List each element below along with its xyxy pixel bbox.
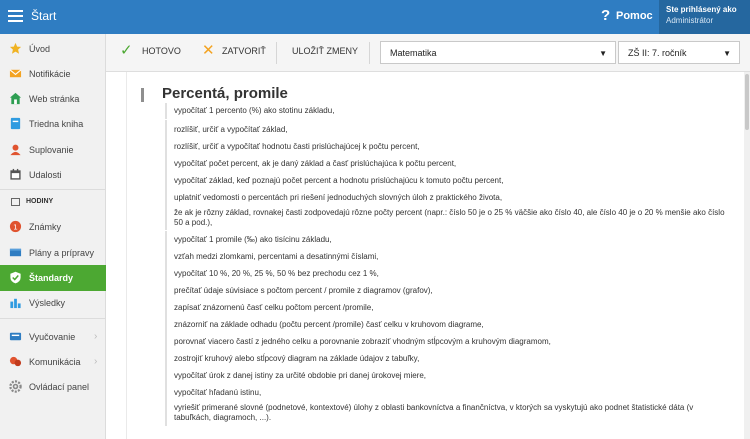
- sidebar-item-komunikacia[interactable]: [0, 349, 106, 375]
- grade-select[interactable]: [618, 41, 740, 64]
- sidebar-item-triedna-kniha[interactable]: [0, 111, 106, 137]
- user-status-label: Ste prihlásený ako: [666, 5, 737, 14]
- sidebar-item-label: Komunikácia: [29, 357, 81, 367]
- sidebar-item-label: Vyučovanie: [29, 332, 76, 342]
- sidebar-item-plany-a-pripravy[interactable]: [0, 240, 106, 266]
- envelope-icon: [9, 67, 22, 80]
- sidebar-item-znamky[interactable]: [0, 214, 106, 240]
- sidebar-item-ovladaci-panel[interactable]: [0, 374, 106, 400]
- menu-icon[interactable]: [8, 10, 23, 23]
- page-title: Percentá, promile: [162, 85, 288, 102]
- chat-icon: [9, 355, 22, 368]
- objective-item: vypočítať hľadanú istinu,: [165, 384, 725, 401]
- toolbar: [106, 34, 750, 72]
- user-info[interactable]: [659, 0, 750, 34]
- book-icon: [9, 117, 22, 130]
- sidebar-item-vyucovanie[interactable]: [0, 324, 106, 350]
- svg-text:1: 1: [13, 222, 18, 232]
- sidebar-item-label: Suplovanie: [29, 145, 74, 155]
- caret-down-icon: ▼: [723, 49, 731, 58]
- close-button-label: ZATVORIŤ: [222, 46, 266, 56]
- done-button-label: HOTOVO: [142, 46, 181, 56]
- substitute-icon: [9, 143, 22, 156]
- sidebar-item-label: Štandardy: [29, 273, 74, 283]
- sidebar-item-uvod[interactable]: [0, 36, 106, 62]
- objective-item: porovnať viacero častí z jedného celku a porovnanie zobraziť vhodným stĺpcovým a kruhovým diagramom,: [165, 333, 725, 350]
- objective-item: vypočítať úrok z danej istiny za určité obdobie pri danej úrokovej miere,: [165, 367, 725, 384]
- objective-item: zostrojiť kruhový alebo stĺpcový diagram na základe údajov z tabuľky,: [165, 350, 725, 367]
- top-bar: [0, 0, 750, 34]
- sidebar-section-title: HODINY: [26, 198, 54, 205]
- save-button[interactable]: ULOŽIŤ ZMENY: [292, 46, 359, 56]
- objective-item: vypočítať počet percent, ak je daný základ a časť prislúchajúca k počtu percent,: [165, 155, 725, 172]
- objective-item: rozlíšiť, určiť a vypočítať hodnotu časti prislúchajúcej k počtu percent,: [165, 138, 725, 155]
- sidebar-item-vysledky[interactable]: [0, 290, 106, 316]
- objective-item: vypočítať 1 promile (‰) ako tisícinu základu,: [165, 231, 725, 248]
- sidebar-item-label: Úvod: [29, 44, 51, 54]
- objective-item: zapísať znázornenú časť celku počtom percent /promile,: [165, 299, 725, 316]
- objective-item: vzťah medzi zlomkami, percentami a desatinnými číslami,: [165, 248, 725, 265]
- close-button[interactable]: [202, 42, 266, 59]
- sidebar-item-udalosti[interactable]: [0, 162, 106, 188]
- home-icon: [9, 92, 22, 105]
- sidebar-item-label: Udalosti: [29, 170, 62, 180]
- toolbar-separator: [276, 42, 277, 64]
- subject-select[interactable]: [380, 41, 616, 64]
- help-icon[interactable]: ?: [601, 7, 611, 24]
- sidebar-section-hodiny: [0, 192, 106, 212]
- objective-item: vypočítať 1 percento (%) ako stotinu základu,: [165, 103, 725, 119]
- sidebar-item-suplovanie[interactable]: [0, 137, 106, 163]
- sidebar-item-label: Ovládací panel: [29, 382, 90, 392]
- grades-icon: [9, 220, 22, 233]
- subject-select-value: Matematika: [390, 48, 437, 58]
- scrollbar-thumb[interactable]: [745, 74, 749, 130]
- objective-item: prečítať údaje súvisiace s počtom percent / promile z diagramov (grafov),: [165, 282, 725, 299]
- teaching-icon: [9, 330, 22, 343]
- help-link[interactable]: Pomoc: [616, 10, 653, 22]
- objective-item: vyriešiť primerané slovné (podnetové, kontextové) úlohy z oblasti bankovníctva a finančníctva, v ktorých sa vyskytujú ako podnet štatistické dáta (v tabuľkách, diagramoch, ...).: [165, 401, 725, 426]
- chevron-right-icon: ›: [94, 356, 98, 367]
- sidebar-item-web-stranka[interactable]: [0, 86, 106, 112]
- objective-item: rozlíšiť, určiť a vypočítať základ,: [165, 120, 725, 138]
- sidebar-item-standardy[interactable]: [0, 265, 106, 291]
- sidebar-item-label: Výsledky: [29, 298, 66, 308]
- caret-down-icon: ▼: [599, 49, 607, 58]
- sidebar-item-notifikacie[interactable]: [0, 61, 106, 87]
- objective-item: uplatniť vedomosti o percentách pri riešení jednoduchých slovných úloh z praktického života,: [165, 189, 725, 206]
- objective-item: že ak je rôzny základ, rovnakej časti zodpovedajú rôzne počty percent (napr.: číslo 50 je o 25 % väčšie ako číslo 40, ale číslo 40 je o 20 % menšie ako číslo 50 a pod.),: [165, 206, 725, 230]
- sidebar-item-label: Známky: [29, 222, 62, 232]
- calendar-icon: [9, 168, 22, 181]
- sidebar-item-label: Triedna kniha: [29, 119, 84, 129]
- section-icon: [11, 198, 20, 206]
- grade-select-value: ZŠ II: 7. ročník: [628, 48, 687, 58]
- gear-icon: [9, 380, 22, 393]
- sidebar-item-label: Web stránka: [29, 94, 80, 104]
- app-title: Štart: [31, 9, 57, 23]
- sidebar-divider: [0, 189, 106, 190]
- sidebar-divider: [0, 318, 106, 319]
- user-role: Administrátor: [666, 16, 714, 25]
- chevron-right-icon: ›: [94, 331, 98, 342]
- plans-icon: [9, 246, 22, 259]
- toolbar-separator: [369, 42, 370, 64]
- close-icon: ✕: [202, 42, 215, 59]
- title-accent: [141, 88, 144, 102]
- objective-item: vypočítať základ, keď poznajú počet percent a hodnotu prislúchajúcu k tomuto počtu percent,: [165, 172, 725, 189]
- objective-item: vypočítať 10 %, 20 %, 25 %, 50 % bez prechodu cez 1 %,: [165, 265, 725, 282]
- done-button[interactable]: [120, 42, 181, 59]
- check-icon: ✓: [120, 42, 133, 59]
- bar-chart-icon: [9, 296, 22, 309]
- sidebar-item-label: Notifikácie: [29, 69, 71, 79]
- sidebar: [0, 34, 106, 439]
- star-icon: [9, 42, 22, 55]
- sidebar-item-label: Plány a prípravy: [29, 248, 95, 258]
- shield-check-icon: [9, 271, 22, 284]
- objective-item: znázorniť na základe odhadu (počtu percent /promile) časť celku v kruhovom diagrame,: [165, 316, 725, 333]
